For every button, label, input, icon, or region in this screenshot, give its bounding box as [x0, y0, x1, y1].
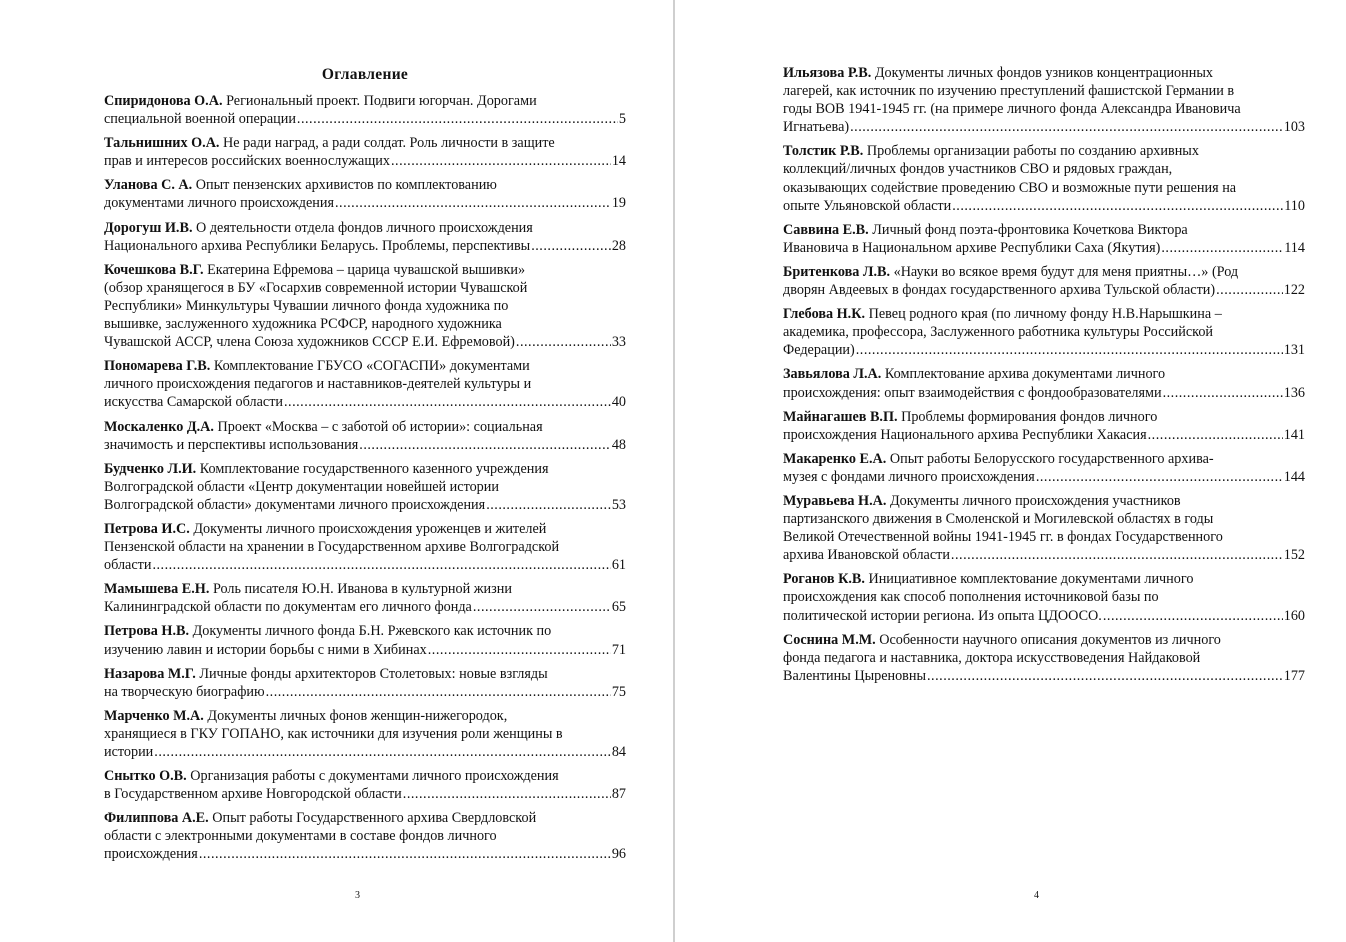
toc-entry-author: Ильязова Р.В.	[783, 65, 872, 81]
toc-entry-page-number: 110	[1284, 197, 1305, 214]
toc-entry-line	[783, 100, 1305, 118]
toc-entry-page-number: 87	[611, 786, 626, 803]
toc-entry[interactable]	[104, 92, 626, 128]
toc-entry-line	[783, 450, 1305, 468]
toc-entry[interactable]	[783, 263, 1305, 299]
toc-entry[interactable]	[104, 176, 626, 212]
dot-leader	[516, 333, 611, 351]
toc-entry-author: Назарова М.Г.	[104, 665, 196, 682]
toc-entry[interactable]	[104, 520, 626, 574]
toc-entry-title-text: опыте Ульяновской области	[783, 197, 952, 214]
toc-entry-page-number: 177	[1283, 667, 1305, 684]
toc-entry-page-number: 144	[1283, 468, 1305, 485]
toc-entry-author: Будченко Л.И.	[104, 460, 197, 477]
toc-entry[interactable]	[104, 707, 626, 761]
toc-entry-title-text: происхождения: опыт взаимодействия с фондообразователями	[783, 384, 1162, 401]
toc-entry-title-text: Великой Отечественной войны 1941-1945 гг. в фондах Государственного	[783, 529, 1223, 546]
toc-entry-author: Мамышева Е.Н.	[104, 581, 210, 598]
toc-entry-page-number: 160	[1283, 607, 1305, 624]
toc-entry-last-line	[783, 281, 1305, 299]
toc-entry-author: Москаленко Д.А.	[104, 418, 214, 435]
toc-entry-last-line	[104, 743, 626, 761]
toc-entry-line	[783, 221, 1305, 239]
toc-entry[interactable]	[104, 767, 626, 803]
toc-entry-title-text: происхождения	[104, 846, 198, 863]
toc-entry-line	[104, 767, 626, 785]
toc-entry-line	[104, 622, 626, 640]
toc-entry-title-text: Региональный проект. Подвиги югорчан. Дорогами	[226, 93, 537, 109]
toc-entry-last-line	[783, 341, 1305, 359]
toc-entry-author: Бритенкова Л.В.	[783, 263, 891, 280]
toc-entry-title-text: Чувашской АССР, члена Союза художников СССР Е.И. Ефремовой)	[104, 334, 515, 351]
toc-entry-title-text: архива Ивановской области	[783, 547, 950, 564]
toc-entry-title-text: значимость и перспективы использования	[104, 436, 359, 453]
toc-entry-page-number: 131	[1283, 342, 1305, 359]
toc-entry-last-line	[104, 556, 626, 574]
dot-leader	[473, 598, 611, 616]
dot-leader	[428, 641, 611, 659]
toc-entry-last-line	[783, 667, 1305, 685]
toc-entry-line	[783, 649, 1305, 667]
page-number: 3	[355, 890, 360, 901]
dot-leader	[152, 556, 610, 574]
dot-leader	[951, 546, 1283, 564]
toc-entry-line	[104, 219, 626, 237]
toc-entry-title-text: академика, профессора, Заслуженного работника культуры Российской	[783, 324, 1214, 341]
toc-entry-author: Макаренко Е.А.	[783, 450, 887, 467]
toc-entry-title-text: Певец родного края (по личному фонду Н.В.Нарышкина –	[868, 306, 1222, 323]
toc-entry-line	[783, 179, 1305, 197]
dot-leader	[335, 194, 611, 212]
toc-entry-line	[104, 707, 626, 725]
toc-entry-title-text: фонда педагога и наставника, доктора искусствоведения Найдаковой	[783, 649, 1201, 666]
toc-entry-page-number: 122	[1283, 282, 1305, 299]
toc-entry-page-number: 14	[611, 153, 626, 170]
toc-entry-line	[783, 82, 1305, 100]
toc-entry-title-text: Ивановича в Национальном архиве Республики Саха (Якутия)	[783, 239, 1161, 256]
toc-entry[interactable]	[104, 580, 626, 616]
toc-entry-line	[104, 520, 626, 538]
toc-entry-line	[104, 460, 626, 478]
toc-entry-title-text: Особенности научного описания документов из личного	[879, 631, 1221, 648]
toc-entry-title-text: партизанского движения в Смоленской и Могилевской областях в годы	[783, 511, 1214, 528]
toc-entry-title-text: Республики» Минкультуры Чувашии личного фонда художника по	[104, 297, 509, 314]
toc-entry-line	[104, 725, 626, 743]
toc-entry-title-text: Опыт работы Белорусского государственного архива-	[889, 450, 1214, 467]
toc-entry-last-line	[104, 845, 626, 863]
toc-entry-title-text: Комплектование архива документами личного	[884, 366, 1166, 383]
toc-entry-title-text: на творческую биографию	[104, 683, 265, 700]
toc-entry-page-number: 61	[611, 557, 626, 574]
toc-entry-last-line	[104, 641, 626, 659]
toc-entry-page-number: 136	[1283, 384, 1305, 401]
dot-leader	[297, 110, 618, 128]
dot-leader	[856, 341, 1283, 359]
toc-entry-title-text: Волгоградской области» документами личного происхождения	[104, 496, 486, 513]
toc-entry-title-text: в Государственном архиве Новгородской области	[104, 786, 402, 803]
toc-entry[interactable]	[783, 450, 1305, 486]
toc-entry-page-number: 48	[611, 436, 626, 453]
toc-entry-line	[104, 176, 626, 194]
toc-entry-page-number: 75	[611, 683, 626, 700]
toc-entry-title-text: Личные фонды архитекторов Столетовых: новые взгляды	[199, 665, 548, 682]
toc-entry-title-text: вышивке, заслуженного художника РСФСР, народного художника	[104, 316, 502, 333]
toc-entry-title-text: Национального архива Республики Беларусь. Проблемы, перспективы	[104, 237, 531, 254]
dot-leader	[1163, 384, 1283, 402]
toc-entry[interactable]	[104, 219, 626, 255]
toc-entry-title-text: (обзор хранящегося в БУ «Госархив современной истории Чувашской	[104, 279, 528, 296]
toc-entry-last-line	[783, 239, 1305, 257]
toc-entry-title-text: Документы личных фонов женщин-нижегородок,	[207, 707, 508, 724]
toc-entry-title-text: области с электронными документами в составе фондов личного	[104, 828, 497, 845]
toc-entry-page-number: 53	[611, 496, 626, 513]
toc-entries-left	[104, 92, 626, 864]
toc-entry-page-number: 114	[1284, 239, 1305, 256]
toc-entry-last-line	[783, 426, 1305, 444]
toc-entry-last-line	[783, 607, 1305, 625]
toc-entry[interactable]	[783, 305, 1305, 359]
toc-entry-title-text: Проект «Москва – с заботой об истории»: социальная	[217, 418, 543, 435]
toc-entry-author: Уланова С. А.	[104, 177, 193, 194]
toc-entry-last-line	[104, 496, 626, 514]
toc-entry-title-text: искусства Самарской области	[104, 394, 283, 411]
toc-entry-line	[104, 665, 626, 683]
toc-entry[interactable]	[783, 142, 1305, 214]
toc-entry-line	[783, 588, 1305, 606]
toc-entry-title-text: Игнатьева)	[783, 119, 850, 136]
toc-entry-line	[104, 827, 626, 845]
toc-entry-author: Кочешкова В.Г.	[104, 261, 204, 278]
toc-entry-title-text: Документы личного происхождения участников	[889, 492, 1181, 509]
toc-entry-title-text: изучению лавин и истории борьбы с ними в Хибинах	[104, 641, 427, 658]
toc-entry-title-text: годы ВОВ 1941-1945 гг. (на примере личного фонда Александра Ивановича	[783, 101, 1241, 118]
toc-entry-title-text: Комплектование государственного казенного учреждения	[199, 460, 549, 477]
toc-entry-author: Снытко О.В.	[104, 768, 187, 785]
toc-entry-line	[104, 279, 626, 297]
toc-entry-author: Дорогуш И.В.	[104, 219, 193, 236]
toc-entry-last-line	[104, 333, 626, 351]
toc-entry-line	[783, 365, 1305, 383]
toc-entry-title-text: «Науки во всякое время будут для меня приятны…» (Род	[893, 263, 1239, 280]
dot-leader	[1216, 281, 1283, 299]
toc-entry-line	[104, 580, 626, 598]
dot-leader	[1036, 468, 1283, 486]
toc-entry-author: Саввина Е.В.	[783, 221, 869, 238]
toc-entry-title-text: области	[104, 557, 152, 574]
toc-entry-last-line	[104, 436, 626, 454]
toc-entry-page-number: 19	[611, 195, 626, 212]
toc-entry-line	[783, 528, 1305, 546]
toc-entry-title-text: Валентины Цыреновны	[783, 667, 926, 684]
toc-entry-title-text: Калининградской области по документам его личного фонда	[104, 599, 472, 616]
toc-entries-right	[783, 64, 1305, 685]
toc-entry-last-line	[104, 152, 626, 170]
dot-leader	[199, 845, 611, 863]
toc-entry-title-text: личного происхождения педагогов и наставников-деятелей культуры и	[104, 376, 532, 393]
toc-entry-title-text: Документы личного фонда Б.Н. Ржевского как источник по	[192, 623, 552, 640]
toc-entry-page-number: 40	[611, 394, 626, 411]
toc-entry-title-text: прав и интересов российских военнослужащих	[104, 153, 390, 170]
toc-entry-last-line	[104, 393, 626, 411]
dot-leader	[850, 118, 1283, 136]
toc-entry-title-text: оказывающих содействие проведению СВО и возможные пути решения на	[783, 179, 1237, 196]
toc-entry-line	[783, 305, 1305, 323]
toc-entry-author: Муравьева Н.А.	[783, 492, 887, 509]
toc-entry[interactable]	[104, 460, 626, 514]
dot-leader	[391, 152, 611, 170]
toc-entry[interactable]	[783, 64, 1305, 136]
toc-entry-title-text: Личный фонд поэта-фронтовика Кочеткова Виктора	[872, 221, 1188, 238]
table-of-contents	[104, 64, 626, 870]
right-page	[675, 0, 1346, 942]
toc-entry[interactable]	[104, 622, 626, 658]
toc-entry-last-line	[783, 197, 1305, 215]
toc-entry-line	[104, 809, 626, 827]
toc-entry-last-line	[104, 237, 626, 255]
toc-entry-author: Марченко М.А.	[104, 707, 204, 724]
toc-entry-title-text: Волгоградской области «Центр документации новейшей истории	[104, 478, 499, 495]
toc-entry-page-number: 28	[611, 237, 626, 254]
toc-entry-author: Спиридонова О.А.	[104, 93, 223, 109]
toc-entry[interactable]	[783, 365, 1305, 401]
dot-leader	[927, 667, 1283, 685]
toc-entry-title-text: Опыт пензенских архивистов по комплектованию	[195, 177, 497, 194]
toc-entry-line	[783, 160, 1305, 178]
toc-entry[interactable]	[104, 357, 626, 411]
toc-entry-line	[783, 323, 1305, 341]
toc-entry-line	[104, 418, 626, 436]
toc-entry-page-number: 5	[618, 111, 626, 128]
toc-entry-page-number: 96	[611, 846, 626, 863]
toc-entry-title-text: Екатерина Ефремова – царица чувашской вышивки»	[207, 261, 526, 278]
toc-entry[interactable]	[783, 570, 1305, 624]
toc-entry-author: Майнагашев В.П.	[783, 408, 898, 425]
toc-entry-line	[783, 64, 1305, 82]
dot-leader	[154, 743, 611, 761]
toc-entry-title-text: Комплектование ГБУСО «СОГАСПИ» документами	[213, 358, 530, 375]
toc-entry-title-text: Документы личного происхождения уроженцев и жителей	[193, 520, 547, 537]
toc-entry-last-line	[104, 194, 626, 212]
toc-entry[interactable]	[104, 809, 626, 863]
toc-entry-author: Соснина М.М.	[783, 631, 876, 648]
toc-entry-line	[783, 142, 1305, 160]
toc-entry-line	[783, 631, 1305, 649]
toc-entry-line	[104, 478, 626, 496]
toc-entry-title-text: Инициативное комплектование документами личного	[868, 571, 1194, 588]
page-number: 4	[1034, 890, 1039, 901]
toc-entry-author: Петрова И.С.	[104, 520, 190, 537]
toc-entry-line	[783, 492, 1305, 510]
toc-entry-line	[783, 408, 1305, 426]
dot-leader	[284, 393, 611, 411]
toc-entry-last-line	[104, 683, 626, 701]
toc-entry-title-text: Не ради наград, а ради солдат. Роль личности в защите	[223, 135, 555, 152]
toc-entry-last-line	[104, 785, 626, 803]
toc-entry-title-text: Документы личных фондов узников концентрационных	[874, 65, 1213, 81]
toc-entry-page-number: 141	[1283, 426, 1305, 443]
toc-entry-line	[104, 134, 626, 152]
toc-entry-line	[783, 570, 1305, 588]
toc-entry-title-text: происхождения Национального архива Республики Хакасия	[783, 426, 1147, 443]
toc-entry-title-text: Опыт работы Государственного архива Свердловской	[212, 810, 537, 827]
toc-entry-title-text: Организация работы с документами личного происхождения	[190, 768, 559, 785]
dot-leader	[1161, 239, 1283, 257]
toc-entry-line	[104, 315, 626, 333]
toc-entry-last-line	[783, 118, 1305, 136]
toc-entry-title-text: Проблемы организации работы по созданию архивных	[866, 143, 1199, 160]
toc-entry-title-text: истории	[104, 744, 154, 760]
toc-entry[interactable]	[783, 408, 1305, 444]
toc-entry-title-text: коллекций/личных фондов участников СВО и рядовых граждан,	[783, 161, 1173, 178]
toc-entry-title-text: политической истории региона. Из опыта ЦДООСО.	[783, 607, 1102, 624]
toc-entry-title-text: документами личного происхождения	[104, 195, 334, 212]
toc-entry-last-line	[783, 546, 1305, 564]
dot-leader	[486, 496, 611, 514]
toc-entry-last-line	[104, 110, 626, 128]
toc-entry-last-line	[783, 468, 1305, 486]
toc-entry-line	[783, 263, 1305, 281]
toc-entry-line	[104, 92, 626, 110]
table-of-contents-continued	[783, 64, 1305, 691]
toc-entry-page-number: 152	[1283, 547, 1305, 564]
toc-entry-author: Завьялова Л.А.	[783, 366, 882, 383]
toc-entry[interactable]	[783, 221, 1305, 257]
toc-entry-title-text: О деятельности отдела фондов личного происхождения	[196, 219, 533, 236]
toc-entry-author: Тальнишних О.А.	[104, 135, 220, 152]
toc-entry-page-number: 103	[1283, 119, 1305, 136]
toc-entry[interactable]	[104, 134, 626, 170]
toc-entry-author: Петрова Н.В.	[104, 623, 190, 640]
dot-leader	[266, 683, 611, 701]
dot-leader	[952, 197, 1283, 215]
toc-entry-title-text: Федерации)	[783, 342, 855, 359]
toc-entry[interactable]	[783, 492, 1305, 564]
toc-entry-title-text: Роль писателя Ю.Н. Иванова в культурной жизни	[212, 581, 512, 598]
toc-entry-title-text: специальной военной операции	[104, 111, 296, 128]
toc-entry-author: Глебова Н.К.	[783, 306, 866, 323]
toc-entry-page-number: 65	[611, 599, 626, 616]
toc-entry[interactable]	[783, 631, 1305, 685]
toc-entry-last-line	[104, 598, 626, 616]
toc-entry-author: Роганов К.В.	[783, 571, 865, 588]
toc-entry-title-text: музея с фондами личного происхождения	[783, 468, 1035, 485]
toc-entry-last-line	[783, 384, 1305, 402]
toc-entry-author: Филиппова А.Е.	[104, 810, 209, 827]
toc-entry[interactable]	[104, 261, 626, 351]
toc-entry-title-text: происхождения как способ пополнения источниковой базы по	[783, 589, 1159, 606]
dot-leader	[531, 237, 611, 255]
toc-entry-author: Толстик Р.В.	[783, 143, 864, 160]
toc-entry-title-text: Пензенской области на хранении в Государственном архиве Волгоградской	[104, 539, 560, 556]
toc-entry-line	[783, 510, 1305, 528]
toc-entry[interactable]	[104, 665, 626, 701]
toc-entry-page-number: 71	[611, 641, 626, 658]
dot-leader	[1103, 607, 1283, 625]
toc-entry-title-text: лагерей, как источник по изучению преступлений фашистской Германии в	[783, 83, 1235, 100]
toc-entry-line	[104, 261, 626, 279]
toc-entry-page-number: 84	[611, 744, 626, 760]
toc-entry-line	[104, 297, 626, 315]
toc-entry[interactable]	[104, 418, 626, 454]
toc-entry-title-text: Проблемы формирования фондов личного	[901, 408, 1158, 425]
dot-leader	[359, 436, 611, 454]
toc-entry-author: Пономарева Г.В.	[104, 358, 211, 375]
dot-leader	[1148, 426, 1283, 444]
dot-leader	[403, 785, 611, 803]
toc-entry-title-text: хранящиеся в ГКУ ГОПАНО, как источники для изучения роли женщины в	[104, 725, 563, 742]
toc-entry-line	[104, 375, 626, 393]
toc-entry-title-text: дворян Авдеевых в фондах государственного архива Тульской области)	[783, 282, 1216, 299]
toc-entry-line	[104, 357, 626, 375]
toc-entry-line	[104, 538, 626, 556]
toc-entry-page-number: 33	[611, 334, 626, 351]
toc-title: Оглавление	[321, 66, 409, 83]
